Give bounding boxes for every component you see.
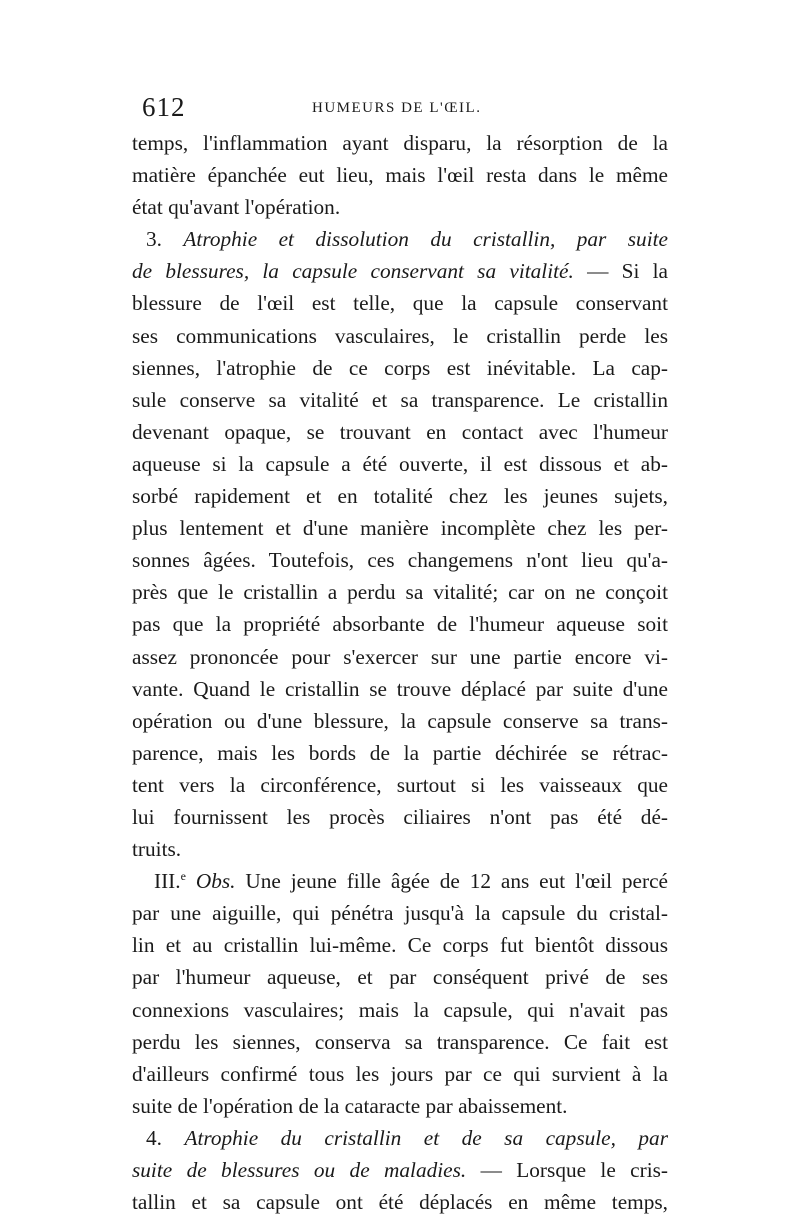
text-segment: assez prononcée pour s'exercer sur une partie encore vi- (132, 644, 668, 669)
text-segment: matière épanchée eut lieu, mais l'œil resta dans le même (132, 163, 668, 188)
text-segment: tallin et sa capsule ont été déplacés en même temps, (132, 1190, 668, 1215)
text-segment: sonnes âgées. Toutefois, ces changemens n'ont lieu qu'a- (132, 548, 668, 573)
body-text (132, 127, 668, 1218)
text-segment: par l'humeur aqueuse, et par conséquent privé de ses (132, 965, 668, 990)
text-segment: pas que la propriété absorbante de l'humeur aqueuse soit (132, 612, 668, 637)
text-line (132, 416, 668, 448)
text-segment: 3. (146, 227, 184, 252)
text-segment: Une jeune fille âgée de 12 ans eut l'œil percé (235, 869, 669, 894)
text-segment: sule conserve sa vitalité et sa transparence. Le cristallin (132, 387, 668, 412)
running-title: HUMEURS DE L'ŒIL. (312, 100, 482, 116)
text-line (132, 448, 668, 480)
text-segment: connexions vasculaires; mais la capsule, qui n'avait pas (132, 997, 668, 1022)
text-segment: par une aiguille, qui pénétra jusqu'à la capsule du cristal- (132, 901, 668, 926)
text-segment: lui fournissent les procès ciliaires n'ont pas été dé- (132, 804, 668, 829)
text-line (132, 287, 668, 319)
text-line (132, 1026, 668, 1058)
text-line (132, 544, 668, 576)
text-segment: parence, mais les bords de la partie déchirée se rétrac- (132, 740, 668, 765)
text-segment (186, 869, 196, 893)
text-line (132, 833, 668, 865)
text-segment: perdu les siennes, conserva sa transparence. Ce fait est (132, 1029, 668, 1054)
text-segment: 4. (146, 1125, 185, 1150)
text-segment: siennes, l'atrophie de ce corps est inévitable. La cap- (132, 355, 668, 380)
text-segment: e (180, 869, 186, 884)
text-line (132, 1122, 668, 1154)
text-segment: — Si la (573, 259, 668, 284)
text-segment: sorbé rapidement et en totalité chez les jeunes sujets, (132, 484, 668, 509)
text-line (132, 865, 668, 897)
text-line (132, 255, 668, 287)
text-line (132, 352, 668, 384)
text-line (132, 127, 668, 159)
text-line (132, 480, 668, 512)
text-segment: ses communications vasculaires, le cristallin perde les (132, 323, 668, 348)
text-segment: tent vers la circonférence, surtout si les vaisseaux que (132, 772, 668, 797)
text-line (132, 769, 668, 801)
text-segment: temps, l'inflammation ayant disparu, la résorption de la (132, 131, 668, 155)
text-line (132, 1090, 668, 1122)
text-segment: aqueuse si la capsule a été ouverte, il est dissous et ab- (132, 451, 668, 476)
text-segment: plus lentement et d'une manière incomplète chez les per- (132, 516, 668, 541)
text-line (132, 1058, 668, 1090)
italic-text: suite de blessures ou de maladies. (132, 1158, 467, 1182)
text-line (132, 1154, 668, 1186)
text-line (132, 961, 668, 993)
text-line (132, 705, 668, 737)
text-line (132, 512, 668, 544)
text-line (132, 320, 668, 352)
text-line (132, 737, 668, 769)
text-line (132, 801, 668, 833)
italic-text: Obs. (195, 869, 236, 894)
text-line (132, 929, 668, 961)
text-segment: lin et au cristallin lui-même. Ce corps fut bientôt dissous (132, 933, 668, 958)
page-header (142, 92, 672, 128)
text-line (132, 641, 668, 673)
text-line (132, 576, 668, 608)
text-segment: vante. Quand le cristallin se trouve déplacé par suite d'une (132, 676, 668, 701)
text-line (132, 159, 668, 191)
text-segment: — Lorsque le cris- (466, 1158, 669, 1182)
text-segment: opération ou d'une blessure, la capsule conserve sa trans- (132, 708, 668, 733)
text-segment: III. (154, 869, 181, 894)
italic-text: Atrophie et dissolution du cristallin, par suite (183, 227, 668, 252)
text-line (132, 384, 668, 416)
text-line (132, 191, 668, 223)
text-segment: devenant opaque, se trouvant en contact avec l'humeur (132, 419, 668, 444)
text-line (132, 897, 668, 929)
text-segment: truits. (132, 837, 182, 862)
italic-text: de blessures, la capsule conservant sa vitalité. (132, 259, 574, 284)
text-segment: près que le cristallin a perdu sa vitalité; car on ne conçoit (132, 580, 668, 605)
text-line (132, 223, 668, 255)
text-segment: blessure de l'œil est telle, que la capsule conservant (132, 291, 668, 316)
text-segment: suite de l'opération de la cataracte par abaissement. (132, 1093, 568, 1118)
italic-text: Atrophie du cristallin et de sa capsule, par (184, 1125, 668, 1150)
text-line (132, 1186, 668, 1218)
page-number: 612 (142, 92, 186, 122)
text-line (132, 673, 668, 705)
text-line (132, 608, 668, 640)
text-segment: état qu'avant l'opération. (132, 195, 341, 220)
text-line (132, 994, 668, 1026)
text-segment: d'ailleurs confirmé tous les jours par ce qui survient à la (132, 1061, 668, 1086)
